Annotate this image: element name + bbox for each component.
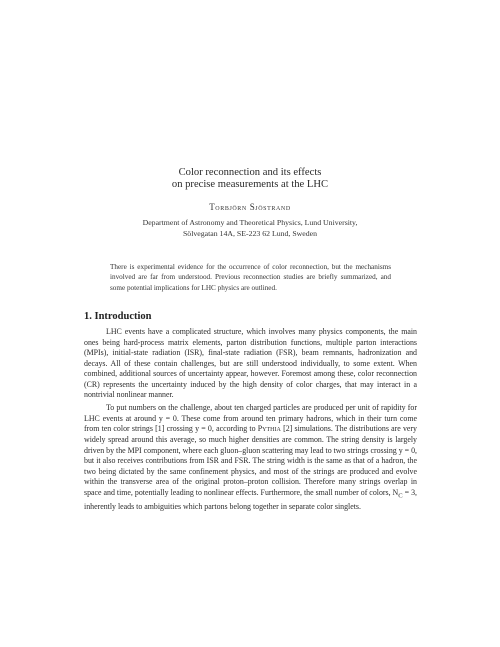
paragraph-1: LHC events have a complicated structure, which involves many physics components, the main ones being hard-process matrix elements, parton distribution functions, multiple parton interactions (MPIs), initial-state radiation (ISR), final-state radiation (FSR), beam remnants, hadronization and decays. All of these contain challenges, but are still understood individually, to some extent. When combined, additional sources of uncertainty appear, however. Foremost among these, color reconnection (CR) represents the uncertainty induced by the high density of color charges, that may interact in a nontrivial nonlinear manner. xyxy=(84,327,417,400)
abstract: There is experimental evidence for the occurrence of color reconnection, but the mechanisms involved are far from understood. Previous reconnection studies are briefly summarized, and some potential implications for LHC physics are outlined. xyxy=(110,263,391,292)
affiliation xyxy=(0,217,500,239)
paper-title xyxy=(0,167,500,191)
paragraph-2 xyxy=(84,403,417,512)
pythia-name: Pythia xyxy=(257,424,281,434)
affiliation-line-1: Department of Astronomy and Theoretical Physics, Lund University, xyxy=(142,218,358,227)
title-line-1: Color reconnection and its effects xyxy=(178,167,322,178)
nc-subscript: C xyxy=(398,492,403,500)
section-heading: 1. Introduction xyxy=(84,311,152,322)
paragraph-2-part-2: [2] simulations. The distributions are very widely spread around this average, so much higher densities are common. The string density is largely driven by the MPI component, where each gluon–gluon scattering may lead to two strings crossing y = 0, but it also receives contributions from ISR and FSR. The string width is the same as that of a hadron, the two being dictated by the same confinement physics, and most of the strings are produced and evolve within the transverse area of the original proton–proton collision. Therefore many strings overlap in space and time, potentially leading to nonlinear effects. Furthermore, the small number of colors, N xyxy=(84,424,417,497)
title-line-2: on precise measurements at the LHC xyxy=(171,179,329,190)
section-body xyxy=(84,327,417,515)
affiliation-line-2: Sölvegatan 14A, SE-223 62 Lund, Sweden xyxy=(182,229,318,239)
paragraph-2-part-1: To put numbers on the challenge, about ten charged particles are produced per unit of rapidity for LHC events at around y = 0. These come from around ten primary hadrons, which in their turn come from ten color strings [1] crossing y = 0, according to xyxy=(84,403,417,434)
paragraph-2-part-3: = 3, inherently leads to ambiguities which partons belong together in separate color singlets. xyxy=(84,487,417,511)
author-name: Torbjörn Sjöstrand xyxy=(209,202,291,212)
